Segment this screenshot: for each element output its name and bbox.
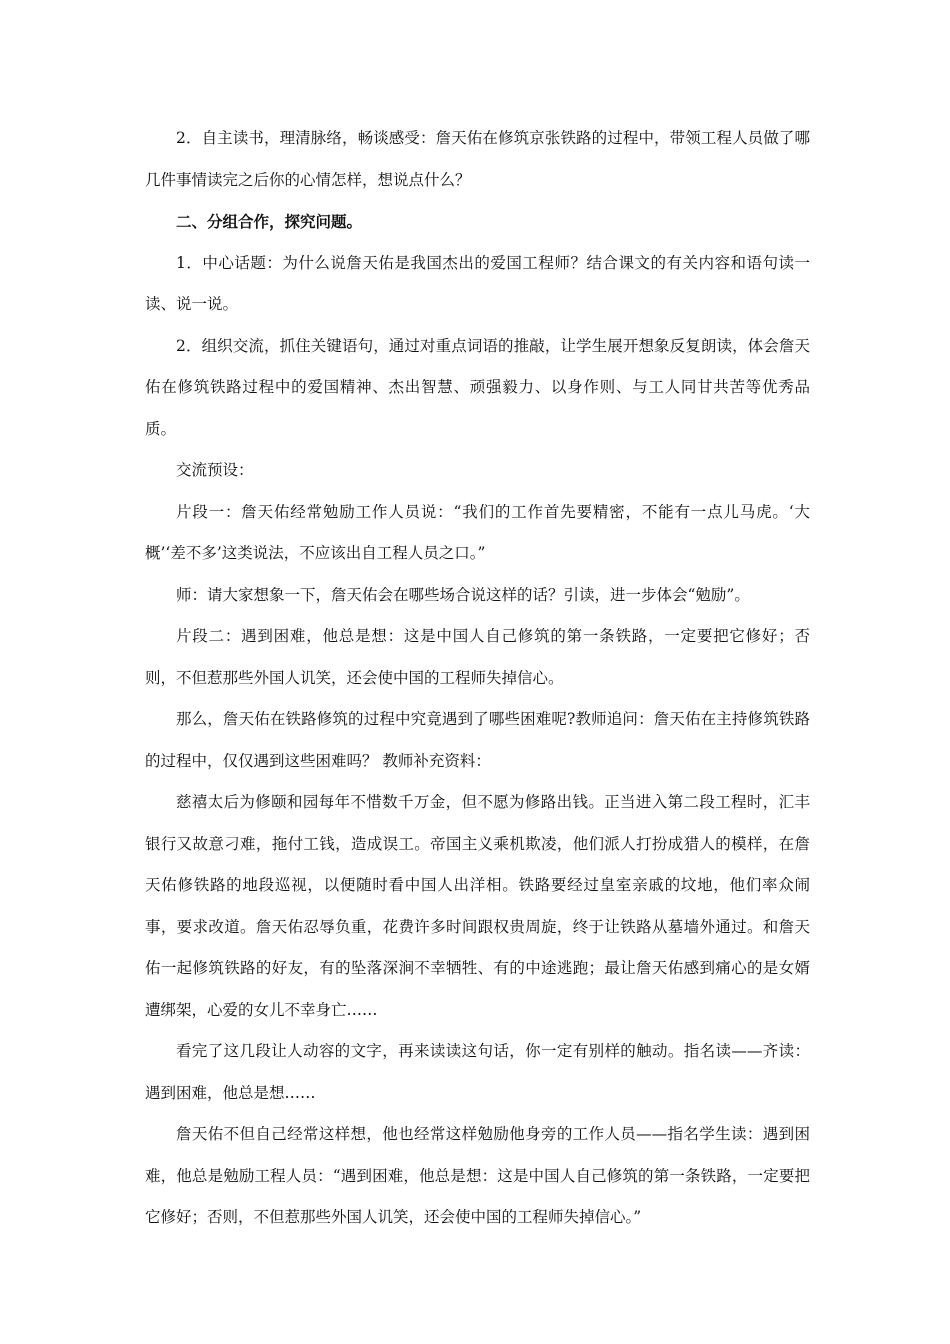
paragraph-read-again: 看完了这几段让人动容的文字，再来读读这句话，你一定有别样的触动。指名读——齐读：遇到困难，他总是想…… — [145, 1042, 810, 1102]
paragraph-supplementary-material: 慈禧太后为修颐和园每年不惜数千万金，但不愿为修路出钱。正当进入第二段工程时，汇丰银行又故意刁难，拖付工钱，造成误工。帝国主义乘机欺凌，他们派人打扮成猎人的模样，在詹天佑修铁路的地段巡视，以便随时看中国人出洋相。铁路要经过皇室亲戚的坟地，他们率众闹事，要求改道。詹天佑忍辱负重，花费许多时间跟权贵周旋，终于让铁路从墓墙外通过。和詹天佑一起修筑铁路的好友，有的坠落深涧不幸牺牲、有的中途逃跑；最让詹天佑感到痛心的是女婿遭绑架，心爱的女儿不幸身亡…… — [145, 793, 810, 1019]
paragraph-teacher-prompt: 师：请大家想象一下，詹天佑会在哪些场合说这样的话？引读，进一步体会“勉励”。 — [176, 585, 750, 604]
paragraph-student-reading: 詹天佑不但自己经常这样想，他也经常这样勉励他身旁的工作人员——指名学生读：遇到困难，他总是勉励工程人员：“遇到困难，他总是想：这是中国人自己修筑的第一条铁路，一定要把它修好；否则，不但惹那些外国人讥笑，还会使中国的工程师失掉信心。” — [145, 1125, 810, 1226]
paragraph-excerpt-one: 片段一：詹天佑经常勉励工作人员说：“我们的工作首先要精密，不能有一点儿马虎。‘大概’‘差不多’这类说法，不应该出自工程人员之口。” — [145, 502, 810, 562]
paragraph-discussion-preset: 交流预设： — [176, 461, 254, 479]
paragraph-central-topic: 1．中心话题：为什么说詹天佑是我国杰出的爱国工程师？结合课文的有关内容和语句读一读、说一说。 — [145, 253, 810, 313]
paragraph-self-reading: 2．自主读书，理清脉络，畅谈感受：詹天佑在修筑京张铁路的过程中，带领工程人员做了哪几件事情读完之后你的心情怎样，想说点什么？ — [145, 129, 810, 189]
paragraph-organize-discussion: 2．组织交流，抓住关键语句，通过对重点词语的推敲，让学生展开想象反复朗读，体会詹天佑在修筑铁路过程中的爱国精神、杰出智慧、顽强毅力、以身作则、与工人同甘共苦等优秀品质。 — [145, 336, 810, 438]
paragraph-excerpt-two: 片段二：遇到困难，他总是想：这是中国人自己修筑的第一条铁路，一定要把它修好；否则，不但惹那些外国人讥笑，还会使中国的工程师失掉信心。 — [145, 627, 810, 687]
paragraph-teacher-follow-up: 那么，詹天佑在铁路修筑的过程中究竟遇到了哪些困难呢?教师追问：詹天佑在主持修筑铁路的过程中，仅仅遇到这些困难吗？ 教师补充资料： — [145, 710, 810, 770]
document-page — [145, 118, 810, 1239]
section-heading-group-work: 二、分组合作，探究问题。 — [176, 212, 363, 231]
